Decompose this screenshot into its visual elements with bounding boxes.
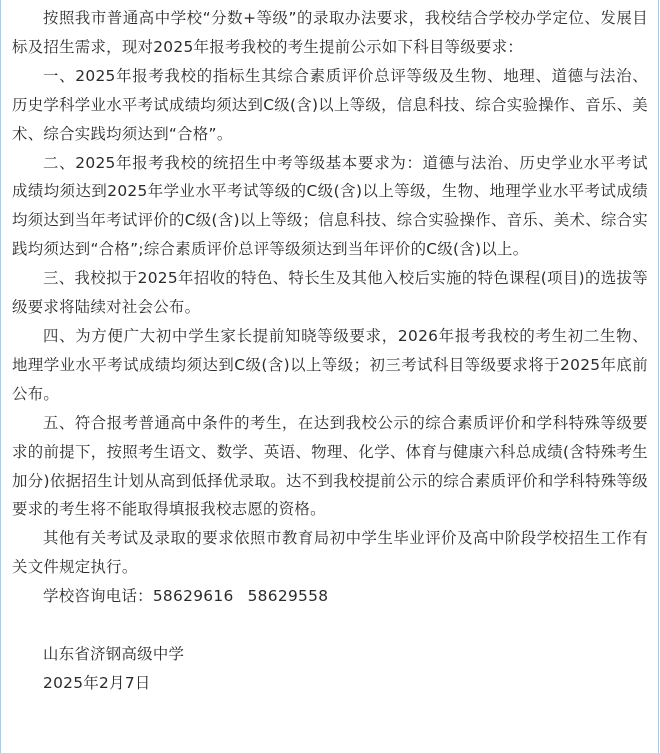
signature-date: 2025年2月7日 xyxy=(43,673,151,692)
blank-line xyxy=(12,611,648,640)
item-five-paragraph: 五、符合报考普通高中条件的考生，在达到我校公示的综合素质评价和学科特殊等级要求的前提下，按照考生语文、数学、英语、物理、化学、体育与健康六科总成绩(含特殊考生加分)依据招生计划从高到低择优录取。达不到我校提前公示的综合素质评价和学科特殊等级要求的考生将不能取得填报我校志愿的资格。 xyxy=(12,413,648,519)
contact-label: 学校咨询电话： xyxy=(43,587,153,606)
other-requirements-paragraph: 其他有关考试及录取的要求依照市教育局初中学生毕业评价及高中阶段学校招生工作有关文件规定执行。 xyxy=(12,529,648,577)
notice-document xyxy=(12,4,648,698)
phone-number-1: 58629616 xyxy=(152,587,234,606)
intro-paragraph: 按照我市普通高中学校“分数+等级”的录取办法要求，我校结合学校办学定位、发展目标及招生需求，现对2025年报考我校的考生提前公示如下科目等级要求： xyxy=(12,9,648,56)
item-two-paragraph: 二、2025年报考我校的统招生中考等级基本要求为：道德与法治、历史学业水平考试成绩均须达到2025年学业水平考试等级的C级(含)以上等级，生物、地理学业水平考试成绩均须达到当年考试评价的C级(含)以上等级；信息科技、综合实验操作、音乐、美术、综合实践均须达到“合格”;综合素质评价总评等级须达到当年评价的C级(含)以上。 xyxy=(12,153,648,259)
contact-line xyxy=(12,582,648,611)
item-four-paragraph: 四、为方便广大初中学生家长提前知晓等级要求，2026年报考我校的考生初二生物、地理学业水平考试成绩均须达到C级(含)以上等级；初三考试科目等级要求将于2025年底前公布。 xyxy=(12,326,648,403)
phone-number-2: 58629558 xyxy=(247,587,329,606)
signature-school: 山东省济钢高级中学 xyxy=(43,644,185,663)
item-one-paragraph: 一、2025年报考我校的指标生其综合素质评价总评等级及生物、地理、道德与法治、历史学科学业水平考试成绩均须达到C级(含)以上等级，信息科技、综合实验操作、音乐、美术、综合实践均须达到“合格”。 xyxy=(12,66,648,143)
item-three-paragraph: 三、我校拟于2025年招收的特色、特长生及其他入校后实施的特色课程(项目)的选拔等级要求将陆续对社会公布。 xyxy=(12,269,648,317)
